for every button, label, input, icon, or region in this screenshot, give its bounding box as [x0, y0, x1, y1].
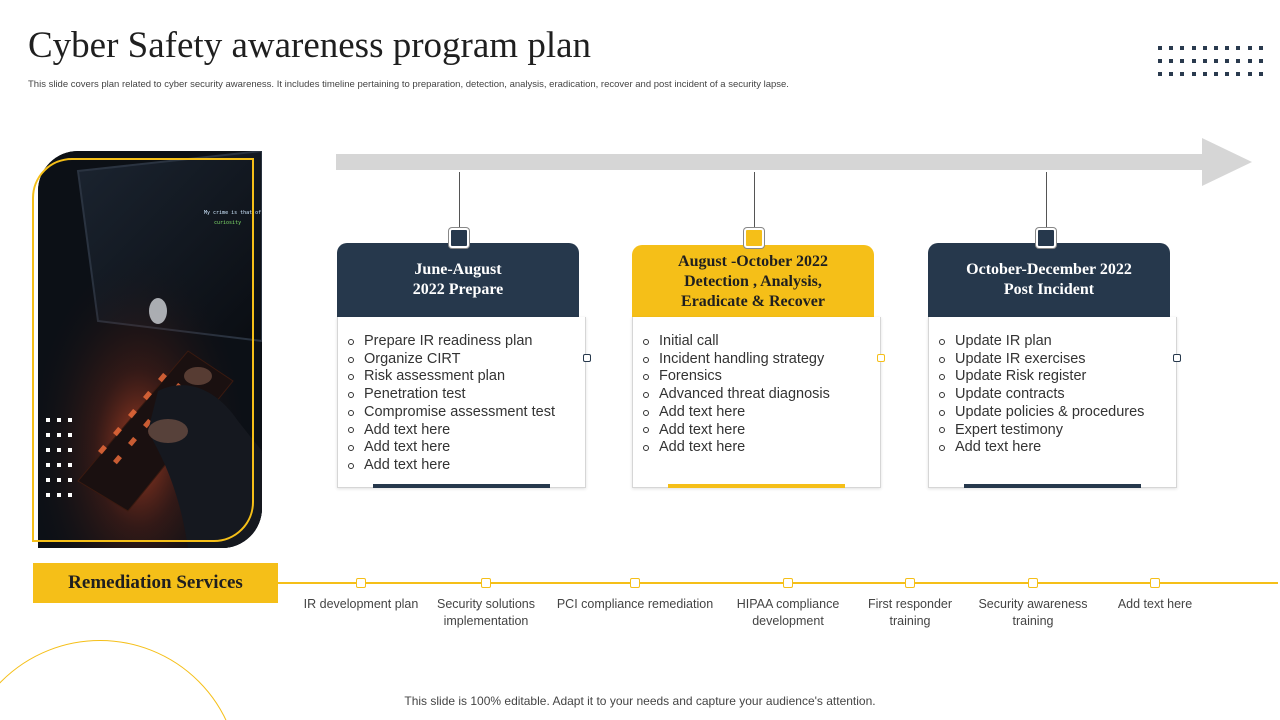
phase-heading-line: Post Incident: [1003, 281, 1095, 298]
phase-card-header: [928, 243, 1170, 317]
remediation-node: [630, 578, 640, 588]
phase-item-text: Add text here: [659, 421, 746, 438]
phase-item-text: Prepare IR readiness plan: [364, 333, 533, 349]
bullet-icon: [643, 410, 649, 416]
phase-item-text: Add text here: [364, 456, 451, 473]
remediation-item-line: First responder: [867, 597, 953, 611]
card-bottom-bar: [964, 484, 1141, 488]
dot: [46, 433, 50, 437]
phase-list-item: [939, 368, 1176, 386]
dot: [1180, 46, 1184, 50]
dot: [46, 448, 50, 452]
bullet-icon: [643, 392, 649, 398]
side-node: [1173, 354, 1181, 362]
dot: [1203, 46, 1207, 50]
phase-list-item: [643, 368, 880, 386]
remediation-item-line: training: [889, 613, 931, 628]
dot: [57, 463, 61, 467]
dot: [46, 493, 50, 497]
phase-item-text: Update contracts: [955, 386, 1065, 403]
bullet-icon: [348, 392, 354, 398]
phase-list-item: [348, 333, 585, 351]
dot: [1169, 72, 1173, 76]
dot: [57, 448, 61, 452]
phase-list-item: [643, 333, 880, 351]
remediation-item-line: implementation: [443, 613, 529, 628]
phase-list-item: [939, 333, 1176, 351]
phase-card-body: [632, 317, 881, 488]
dot: [1214, 46, 1218, 50]
dot: [68, 448, 72, 452]
bullet-icon: [348, 410, 354, 416]
bullet-icon: [939, 374, 945, 380]
dot: [1158, 59, 1162, 63]
dot: [68, 418, 72, 422]
remediation-node: [481, 578, 491, 588]
phase-item-list: [338, 317, 585, 475]
bullet-icon: [939, 445, 945, 451]
phase-item-text: Update IR plan: [955, 333, 1052, 349]
dot: [1192, 59, 1196, 63]
phase-item-text: Expert testimony: [955, 421, 1063, 438]
timeline-arrow: [336, 136, 1252, 188]
remediation-node: [905, 578, 915, 588]
phase-item-text: Update Risk register: [955, 368, 1087, 385]
dot: [68, 433, 72, 437]
phase-item-text: Update IR exercises: [955, 350, 1086, 367]
connector-line: [1046, 172, 1047, 228]
dot: [1180, 59, 1184, 63]
bullet-icon: [348, 445, 354, 451]
dot: [1192, 46, 1196, 50]
timeline-node: [1036, 228, 1056, 248]
dot: [68, 493, 72, 497]
remediation-item: [737, 596, 840, 629]
dot: [1248, 72, 1252, 76]
phase-item-text: Initial call: [659, 333, 719, 349]
phase-item-text: Incident handling strategy: [659, 350, 825, 367]
card-bottom-bar: [373, 484, 550, 488]
dot: [46, 418, 50, 422]
bullet-icon: [643, 374, 649, 380]
phase-item-text: Forensics: [659, 368, 722, 385]
dot: [1236, 72, 1240, 76]
dot: [1180, 72, 1184, 76]
phase-list-item: [643, 422, 880, 440]
dot: [68, 478, 72, 482]
dot: [1203, 72, 1207, 76]
bullet-icon: [643, 445, 649, 451]
bullet-icon: [939, 392, 945, 398]
phase-list-item: [348, 422, 585, 440]
connector-line: [459, 172, 460, 228]
remediation-item-line: Security awareness: [978, 597, 1088, 611]
phase-item-text: Update policies & procedures: [955, 403, 1145, 420]
remediation-item-line: Add text here: [1117, 597, 1193, 611]
phase-item-list: [929, 317, 1176, 457]
bullet-icon: [643, 357, 649, 363]
phase-list-item: [939, 439, 1176, 457]
dot: [1225, 72, 1229, 76]
phase-list-item: [939, 404, 1176, 422]
phase-item-text: Organize CIRT: [364, 350, 461, 367]
phase-card-body: [928, 317, 1177, 488]
dot: [1203, 59, 1207, 63]
bullet-icon: [939, 339, 945, 345]
remediation-item: [304, 596, 419, 613]
bullet-icon: [939, 427, 945, 433]
remediation-item: [868, 596, 952, 629]
phase-heading-line: Detection , Analysis,: [684, 273, 822, 290]
phase-list-item: [643, 351, 880, 369]
timeline-node: [744, 228, 764, 248]
remediation-node: [1150, 578, 1160, 588]
remediation-item-line: training: [1012, 613, 1054, 628]
dot: [57, 493, 61, 497]
phase-list-item: [643, 386, 880, 404]
phase-item-text: Risk assessment plan: [364, 368, 506, 385]
dot: [1259, 59, 1263, 63]
side-node: [877, 354, 885, 362]
phase-item-text: Advanced threat diagnosis: [659, 386, 830, 403]
dot: [1192, 72, 1196, 76]
phase-list-item: [939, 351, 1176, 369]
remediation-item: [1118, 596, 1192, 613]
phase-heading-line: August -October 2022: [678, 253, 828, 270]
dot: [1236, 46, 1240, 50]
dot: [1169, 46, 1173, 50]
phase-heading-line: October-December 2022: [966, 261, 1132, 278]
timeline-node: [449, 228, 469, 248]
remediation-item-line: development: [752, 613, 824, 628]
remediation-node: [1028, 578, 1038, 588]
dot: [57, 418, 61, 422]
remediation-label: Remediation Services: [33, 563, 278, 603]
connector-line: [754, 172, 755, 228]
dot: [57, 478, 61, 482]
decorative-dot-grid-icon: [1158, 46, 1270, 80]
phase-item-text: Add text here: [364, 439, 451, 456]
phase-list-item: [643, 404, 880, 422]
footer-note: This slide is 100% editable. Adapt it to your needs and capture your audience's attention.: [404, 694, 876, 708]
dot: [1259, 46, 1263, 50]
page-subtitle: This slide covers plan related to cyber security awareness. It includes timeline pertaining to preparation, detection, analysis, eradication, recover and post incident of a security lapse.: [28, 79, 789, 90]
phase-list-item: [939, 386, 1176, 404]
dot: [57, 433, 61, 437]
phase-list-item: [348, 457, 585, 475]
decorative-dots-icon: [46, 418, 76, 498]
dot: [1225, 59, 1229, 63]
phase-item-text: Add text here: [659, 439, 746, 456]
remediation-node: [783, 578, 793, 588]
side-node: [583, 354, 591, 362]
page-title: Cyber Safety awareness program plan: [28, 25, 592, 66]
dot: [1169, 59, 1173, 63]
dot: [1259, 72, 1263, 76]
phase-item-list: [633, 317, 880, 457]
phase-card-header: [632, 245, 874, 319]
dot: [46, 463, 50, 467]
bullet-icon: [643, 339, 649, 345]
dot: [1225, 46, 1229, 50]
screen-text-1: My crime is that of: [204, 210, 262, 216]
phase-heading-line: 2022 Prepare: [412, 281, 504, 298]
bullet-icon: [643, 427, 649, 433]
bullet-icon: [348, 357, 354, 363]
phase-list-item: [939, 422, 1176, 440]
phase-item-text: Add text here: [955, 439, 1042, 456]
dot: [1248, 46, 1252, 50]
remediation-line: [278, 582, 1278, 584]
card-bottom-bar: [668, 484, 845, 488]
decorative-arc: [0, 640, 240, 720]
phase-item-text: Add text here: [659, 403, 746, 420]
phase-card-body: [337, 317, 586, 488]
dot: [1214, 72, 1218, 76]
bullet-icon: [348, 339, 354, 345]
remediation-node: [356, 578, 366, 588]
phase-item-text: Penetration test: [364, 386, 466, 403]
phase-heading-line: Eradicate & Recover: [681, 293, 825, 310]
dot: [1236, 59, 1240, 63]
remediation-item-line: HIPAA compliance: [736, 597, 840, 611]
phase-list-item: [348, 386, 585, 404]
remediation-item: [437, 596, 535, 629]
dot: [1158, 46, 1162, 50]
phase-list-item: [348, 351, 585, 369]
phase-item-text: Compromise assessment test: [364, 403, 555, 420]
bullet-icon: [348, 427, 354, 433]
phase-list-item: [643, 439, 880, 457]
phase-list-item: [348, 404, 585, 422]
dot: [1158, 72, 1162, 76]
remediation-item: [557, 596, 713, 613]
phase-item-text: Add text here: [364, 421, 451, 438]
phase-card-header: [337, 243, 579, 317]
dot: [1248, 59, 1252, 63]
bullet-icon: [939, 357, 945, 363]
dot: [46, 478, 50, 482]
dot: [1214, 59, 1218, 63]
bullet-icon: [348, 463, 354, 469]
phase-heading-line: June-August: [414, 261, 502, 278]
bullet-icon: [939, 410, 945, 416]
phase-list-item: [348, 439, 585, 457]
remediation-item-line: IR development plan: [303, 597, 419, 611]
phase-list-item: [348, 368, 585, 386]
remediation-item-line: PCI compliance remediation: [556, 597, 714, 611]
remediation-item-line: Security solutions: [437, 597, 535, 611]
dot: [68, 463, 72, 467]
remediation-item: [978, 596, 1087, 629]
screen-text-2: curiosity: [214, 220, 242, 226]
bullet-icon: [348, 374, 354, 380]
